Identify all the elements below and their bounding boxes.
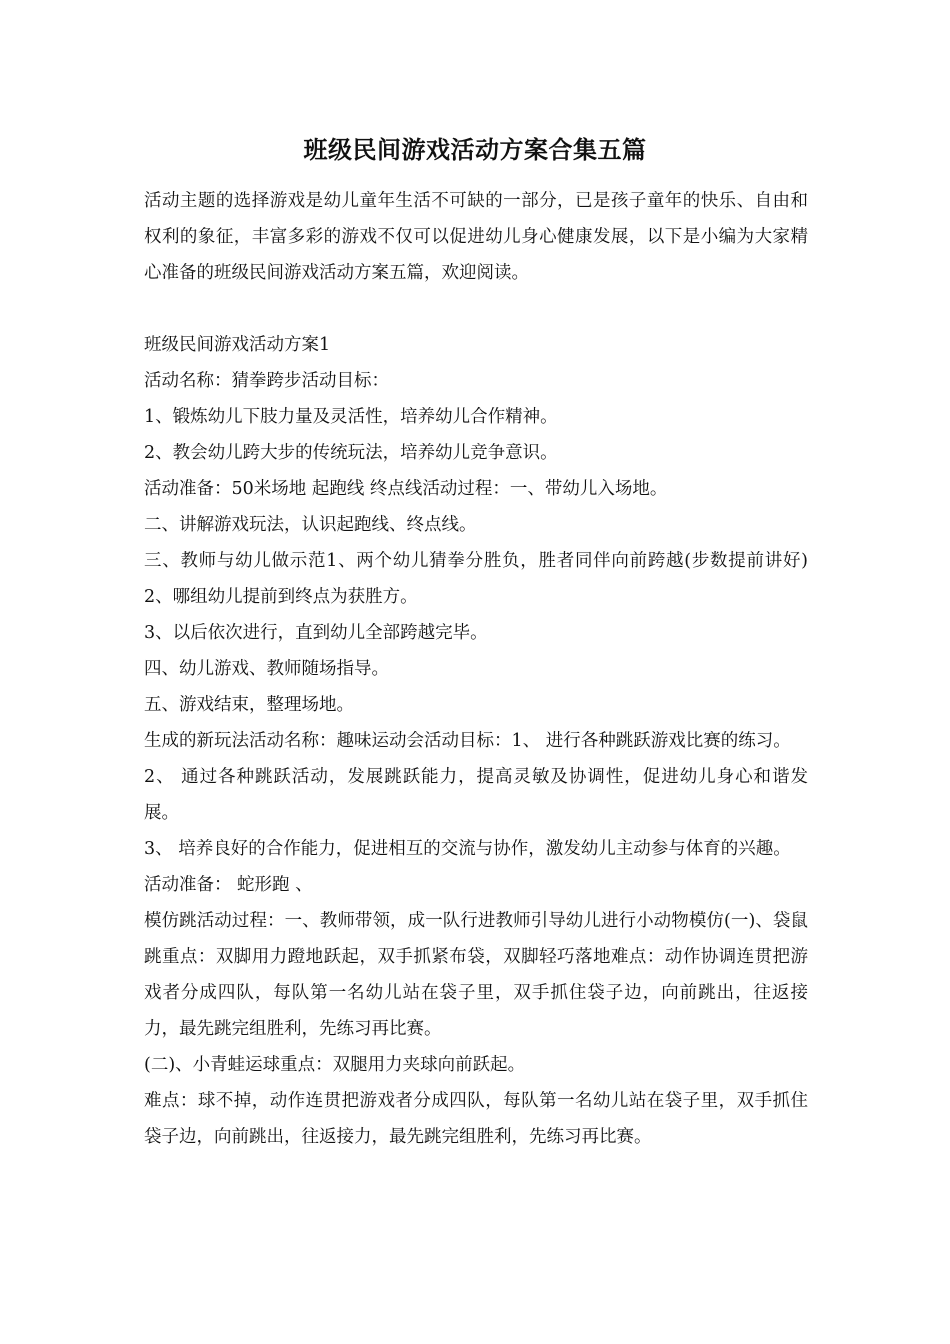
intro-paragraph: 活动主题的选择游戏是幼儿童年生活不可缺的一部分，已是孩子童年的快乐、自由和权利的象征，丰富多彩的游戏不仅可以促进幼儿身心健康发展，以下是小编为大家精心准备的班级民间游戏活动方案五篇，欢迎阅读。 <box>144 191 808 283</box>
paragraph: 难点：球不掉，动作连贯把游戏者分成四队，每队第一名幼儿站在袋子里，双手抓住袋子边，向前跳出，往返接力，最先跳完组胜利，先练习再比赛。 <box>144 1091 808 1147</box>
paragraph: 二、讲解游戏玩法，认识起跑线、终点线。 <box>144 515 477 535</box>
paragraph: 3、 培养良好的合作能力，促进相互的交流与协作，激发幼儿主动参与体育的兴趣。 <box>144 839 791 859</box>
paragraph: 四、幼儿游戏、教师随场指导。 <box>144 659 389 679</box>
content-section <box>144 327 808 1155</box>
paragraph: 2、 通过各种跳跃活动，发展跳跃能力，提高灵敏及协调性，促进幼儿身心和谐发展。 <box>144 767 808 823</box>
paragraph: 活动名称：猜拳跨步活动目标： <box>144 371 389 391</box>
paragraph: 活动准备：50米场地 起跑线 终点线活动过程：一、带幼儿入场地。 <box>144 479 668 499</box>
paragraph: 生成的新玩法活动名称：趣味运动会活动目标：1、 进行各种跳跃游戏比赛的练习。 <box>144 731 791 751</box>
paragraph: 2、教会幼儿跨大步的传统玩法，培养幼儿竞争意识。 <box>144 443 558 463</box>
document-title: 班级民间游戏活动方案合集五篇 <box>303 135 647 164</box>
paragraph: 1、锻炼幼儿下肢力量及灵活性，培养幼儿合作精神。 <box>144 407 558 427</box>
paragraph: 模仿跳活动过程：一、教师带领，成一队行进教师引导幼儿进行小动物模仿(一)、袋鼠跳重点：双脚用力蹬地跃起，双手抓紧布袋，双脚轻巧落地难点：动作协调连贯把游戏者分成四队，每队第一名幼儿站在袋子里，双手抓住袋子边，向前跳出，往返接力，最先跳完组胜利，先练习再比赛。 <box>144 911 808 1039</box>
paragraph: (二)、小青蛙运球重点：双腿用力夹球向前跃起。 <box>144 1055 526 1075</box>
paragraph: 活动准备： 蛇形跑 、 <box>144 875 313 895</box>
paragraph: 3、以后依次进行，直到幼儿全部跨越完毕。 <box>144 623 488 643</box>
section-heading: 班级民间游戏活动方案1 <box>144 335 331 355</box>
paragraph: 五、游戏结束，整理场地。 <box>144 695 354 715</box>
paragraph: 三、教师与幼儿做示范1、两个幼儿猜拳分胜负，胜者同伴向前跨越(步数提前讲好)2、哪组幼儿提前到终点为获胜方。 <box>144 551 808 607</box>
intro-section <box>144 183 808 291</box>
